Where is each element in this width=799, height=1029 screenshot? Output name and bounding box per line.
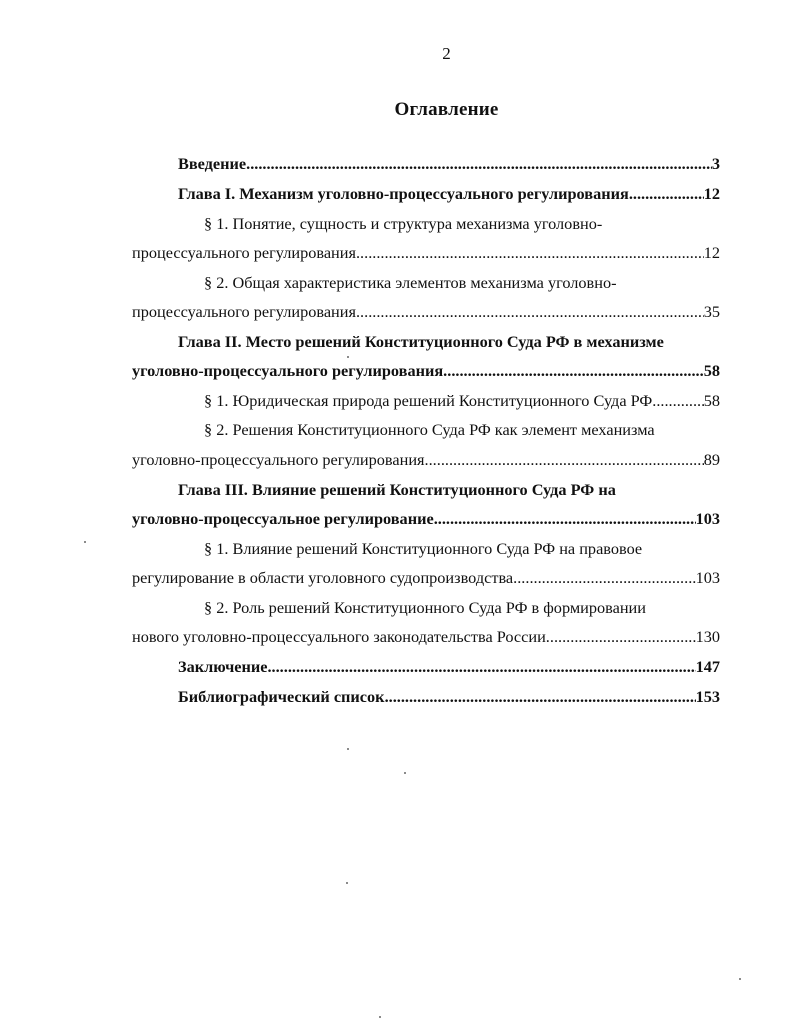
scan-speck (347, 748, 349, 750)
toc-entry-section-1-1-line2 (132, 242, 720, 264)
toc-entry-section-2-2-line2 (132, 449, 720, 471)
toc-page-number: 89 (703, 450, 720, 469)
toc-page-number: 103 (695, 568, 720, 587)
toc-entry-title: § 2. Решения Конституционного Суда РФ как элемент механизма (204, 420, 655, 439)
toc-page-number: 103 (695, 509, 720, 528)
dot-leader (656, 390, 703, 412)
dot-leader (360, 301, 704, 323)
toc-entry-chapter-2-line1 (178, 331, 720, 353)
dot-leader (360, 242, 704, 264)
toc-page-number: 147 (695, 657, 720, 676)
toc-entry-section-3-1-line2 (132, 567, 720, 589)
dot-leader (629, 183, 704, 205)
toc-entry-title: § 1. Понятие, сущность и структура механизма уголовно- (204, 214, 603, 233)
toc-entry-title: Глава III. Влияние решений Конституционного Суда РФ на (178, 480, 616, 499)
toc-entry-section-3-2-line1 (204, 597, 720, 619)
toc-entry-section-3-1-line1 (204, 538, 720, 560)
dot-leader (517, 567, 695, 589)
toc-page-number: 12 (703, 184, 720, 203)
scan-speck (84, 541, 86, 543)
page-number: 2 (442, 44, 451, 63)
toc-entry-chapter-2-line2 (132, 360, 720, 382)
toc-entry-section-1-2-line1 (204, 272, 720, 294)
toc-entry-title: § 2. Роль решений Конституционного Суда РФ в формировании (204, 598, 646, 617)
dot-leader (267, 656, 695, 678)
toc-entry-title-cont: процессуального регулирования. (132, 243, 361, 262)
toc-entry-title: Введение (178, 154, 247, 173)
toc-page-number: 58 (703, 361, 720, 380)
toc-entry-introduction (178, 153, 720, 175)
toc-entry-title: § 1. Юридическая природа решений Конституционного Суда РФ. (204, 391, 657, 410)
toc-page-number: 3 (711, 154, 720, 173)
toc-entry-title: § 2. Общая характеристика элементов механизма уголовно- (204, 273, 617, 292)
toc-entry-title-cont: уголовно-процессуальное регулирование (132, 509, 434, 528)
toc-page-number: 58 (703, 391, 720, 410)
dot-leader (246, 153, 712, 175)
toc-entry-bibliography (178, 686, 720, 708)
scan-speck (346, 882, 348, 884)
toc-entry-conclusion (178, 656, 720, 678)
scan-speck (379, 1016, 381, 1018)
toc-entry-chapter-1 (178, 183, 720, 205)
scan-speck (739, 978, 741, 980)
scan-speck (347, 356, 349, 358)
toc-page-number: 12 (703, 243, 720, 262)
toc-page-number: 130 (695, 627, 720, 646)
toc-entry-title-cont: регулирование в области уголовного судопроизводства. (132, 568, 518, 587)
dot-leader (385, 686, 696, 708)
toc-entry-section-3-2-line2 (132, 626, 720, 648)
dot-leader (550, 626, 696, 648)
dot-leader (443, 360, 704, 382)
toc-entry-title-cont: процессуального регулирования. (132, 302, 361, 321)
toc-page-number: 35 (703, 302, 720, 321)
toc-entry-section-1-1-line1 (204, 213, 720, 235)
toc-entry-section-2-2-line1 (204, 419, 720, 441)
toc-entry-title: Заключение (178, 657, 268, 676)
toc-entry-title-cont: уголовно-процессуального регулирования (132, 361, 444, 380)
toc-entry-section-2-1 (204, 390, 720, 412)
toc-entry-title: Глава II. Место решений Конституционного Суда РФ в механизме (178, 332, 664, 351)
toc-entry-chapter-3-line1 (178, 479, 720, 501)
page-title: Оглавление (394, 99, 499, 120)
toc-entry-chapter-3-line2 (132, 508, 720, 530)
dot-leader (434, 508, 696, 530)
toc-entry-title-cont: уголовно-процессуального регулирования. (132, 450, 429, 469)
toc-entry-section-1-2-line2 (132, 301, 720, 323)
toc-page-number: 153 (695, 687, 720, 706)
toc-entry-title: Библиографический список (178, 687, 385, 706)
toc-entry-title: Глава I. Механизм уголовно-процессуального регулирования (178, 184, 629, 203)
dot-leader (429, 449, 704, 471)
scan-speck (404, 772, 406, 774)
toc-entry-title-cont: нового уголовно-процессуального законодательства России. (132, 627, 550, 646)
toc-entry-title: § 1. Влияние решений Конституционного Суда РФ на правовое (204, 539, 643, 558)
